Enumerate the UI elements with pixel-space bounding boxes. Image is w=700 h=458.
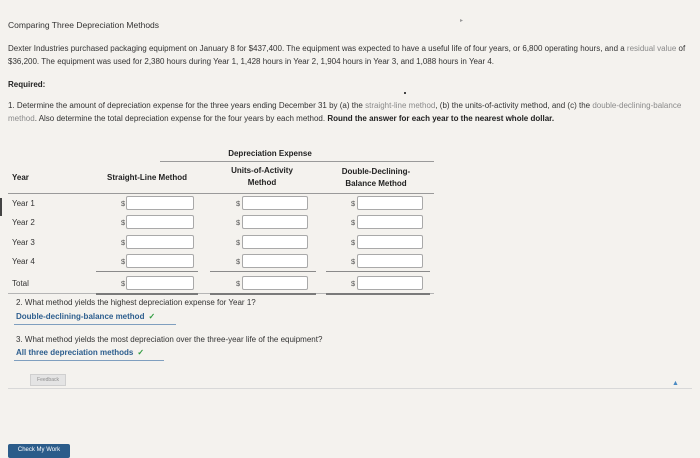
problem-title: Comparing Three Depreciation Methods: [8, 20, 160, 30]
currency-sign: $: [351, 257, 356, 266]
currency-sign: $: [351, 218, 356, 227]
required-label: Required:: [8, 80, 46, 89]
currency-sign: $: [236, 279, 241, 288]
question-3: 3. What method yields the most depreciation over the three-year life of the equipment?: [16, 335, 323, 344]
question-1: [8, 100, 692, 125]
row-label-year-1: Year 1: [12, 199, 35, 208]
straight-line-column-header: Straight-Line Method: [107, 173, 187, 182]
ddb-header-line-1: Double-Declining-: [341, 167, 411, 176]
year-1-units-of-activity-input[interactable]: [242, 196, 308, 210]
check-my-work-button[interactable]: Check My Work: [8, 444, 70, 458]
year-1-ddb-input[interactable]: [357, 196, 423, 210]
sl-double-rule: [96, 293, 198, 295]
sl-total-rule: [96, 271, 198, 272]
check-mark-icon: ✓: [137, 348, 145, 357]
ua-header-line-2: Method: [247, 178, 277, 187]
year-3-units-of-activity-input[interactable]: [242, 235, 308, 249]
feedback-divider: [8, 388, 692, 389]
year-2-units-of-activity-input[interactable]: [242, 215, 308, 229]
q3-answer-underline: [14, 360, 164, 361]
q1-text-1: 1. Determine the amount of depreciation expense for the three years ending December 31 by (a) the: [8, 101, 366, 110]
year-3-straight-line-input[interactable]: [126, 235, 194, 249]
total-ddb-input[interactable]: [357, 276, 423, 290]
row-label-total: Total: [12, 279, 29, 288]
q2-answer-underline: [14, 324, 176, 325]
q3-answer-select[interactable]: [16, 348, 144, 357]
ddb-header-line-2: Balance Method: [345, 179, 407, 188]
year-2-ddb-input[interactable]: [357, 215, 423, 229]
cursor-dot: [404, 92, 406, 94]
cursor-icon: ▸: [460, 18, 464, 24]
currency-sign: $: [236, 257, 241, 266]
q2-answer-value: Double-declining-balance method: [16, 312, 145, 321]
currency-sign: $: [236, 199, 241, 208]
straight-line-term[interactable]: straight-line method: [365, 101, 436, 110]
residual-value-term[interactable]: residual value: [626, 44, 677, 53]
row-label-year-2: Year 2: [12, 218, 35, 227]
q3-answer-value: All three depreciation methods: [16, 348, 134, 357]
feedback-toggle[interactable]: Feedback: [30, 374, 66, 386]
currency-sign: $: [121, 218, 126, 227]
currency-sign: $: [121, 279, 126, 288]
q2-answer-select[interactable]: [16, 312, 155, 321]
scroll-up-icon[interactable]: ▲: [672, 380, 679, 387]
intro-text-2: of $36,200. The equipment was used for 2,380 hours during Year 1, 1,428 hours in Year 2, 1,904 hours in Year 3, and 1,088 hours in Year 4.: [8, 44, 686, 66]
currency-sign: $: [121, 257, 126, 266]
ua-header-line-1: Units-of-Activity: [231, 166, 293, 175]
currency-sign: $: [236, 218, 241, 227]
year-2-straight-line-input[interactable]: [126, 215, 194, 229]
depreciation-expense-header: Depreciation Expense: [228, 149, 312, 158]
total-straight-line-input[interactable]: [126, 276, 194, 290]
problem-intro: [8, 43, 692, 68]
q1-rounding-note: Round the answer for each year to the nearest whole dollar.: [327, 113, 555, 123]
total-units-of-activity-input[interactable]: [242, 276, 308, 290]
intro-text-1: Dexter Industries purchased packaging equipment on January 8 for $437,400. The equipment was expected to have a useful life of four years, or 6,800 operating hours, and a: [8, 44, 627, 53]
year-1-straight-line-input[interactable]: [126, 196, 194, 210]
currency-sign: $: [121, 238, 126, 247]
currency-sign: $: [351, 279, 356, 288]
ddb-column-header: [328, 166, 424, 190]
year-4-ddb-input[interactable]: [357, 254, 423, 268]
currency-sign: $: [121, 199, 126, 208]
focus-indicator: [0, 198, 2, 216]
year-4-units-of-activity-input[interactable]: [242, 254, 308, 268]
currency-sign: $: [351, 199, 356, 208]
row-label-year-3: Year 3: [12, 238, 35, 247]
year-3-ddb-input[interactable]: [357, 235, 423, 249]
row-label-year-4: Year 4: [12, 257, 35, 266]
year-4-straight-line-input[interactable]: [126, 254, 194, 268]
units-of-activity-column-header: [214, 165, 310, 189]
ddb-term[interactable]: double-declining-balance method: [8, 101, 682, 123]
ddb-total-rule: [326, 271, 430, 272]
header-rule: [8, 193, 434, 194]
ddb-double-rule: [326, 293, 430, 295]
group-header-rule: [160, 161, 434, 162]
check-mark-icon: ✓: [148, 312, 156, 321]
ua-double-rule: [210, 293, 316, 295]
question-2: 2. What method yields the highest depreciation expense for Year 1?: [16, 298, 256, 307]
ua-total-rule: [210, 271, 316, 272]
currency-sign: $: [351, 238, 356, 247]
year-column-header: Year: [12, 173, 29, 182]
q1-text-2: , (b) the units-of-activity method, and (c) the: [435, 101, 593, 110]
q1-text-3: . Also determine the total depreciation expense for the four years by each method.: [34, 113, 328, 123]
currency-sign: $: [236, 238, 241, 247]
